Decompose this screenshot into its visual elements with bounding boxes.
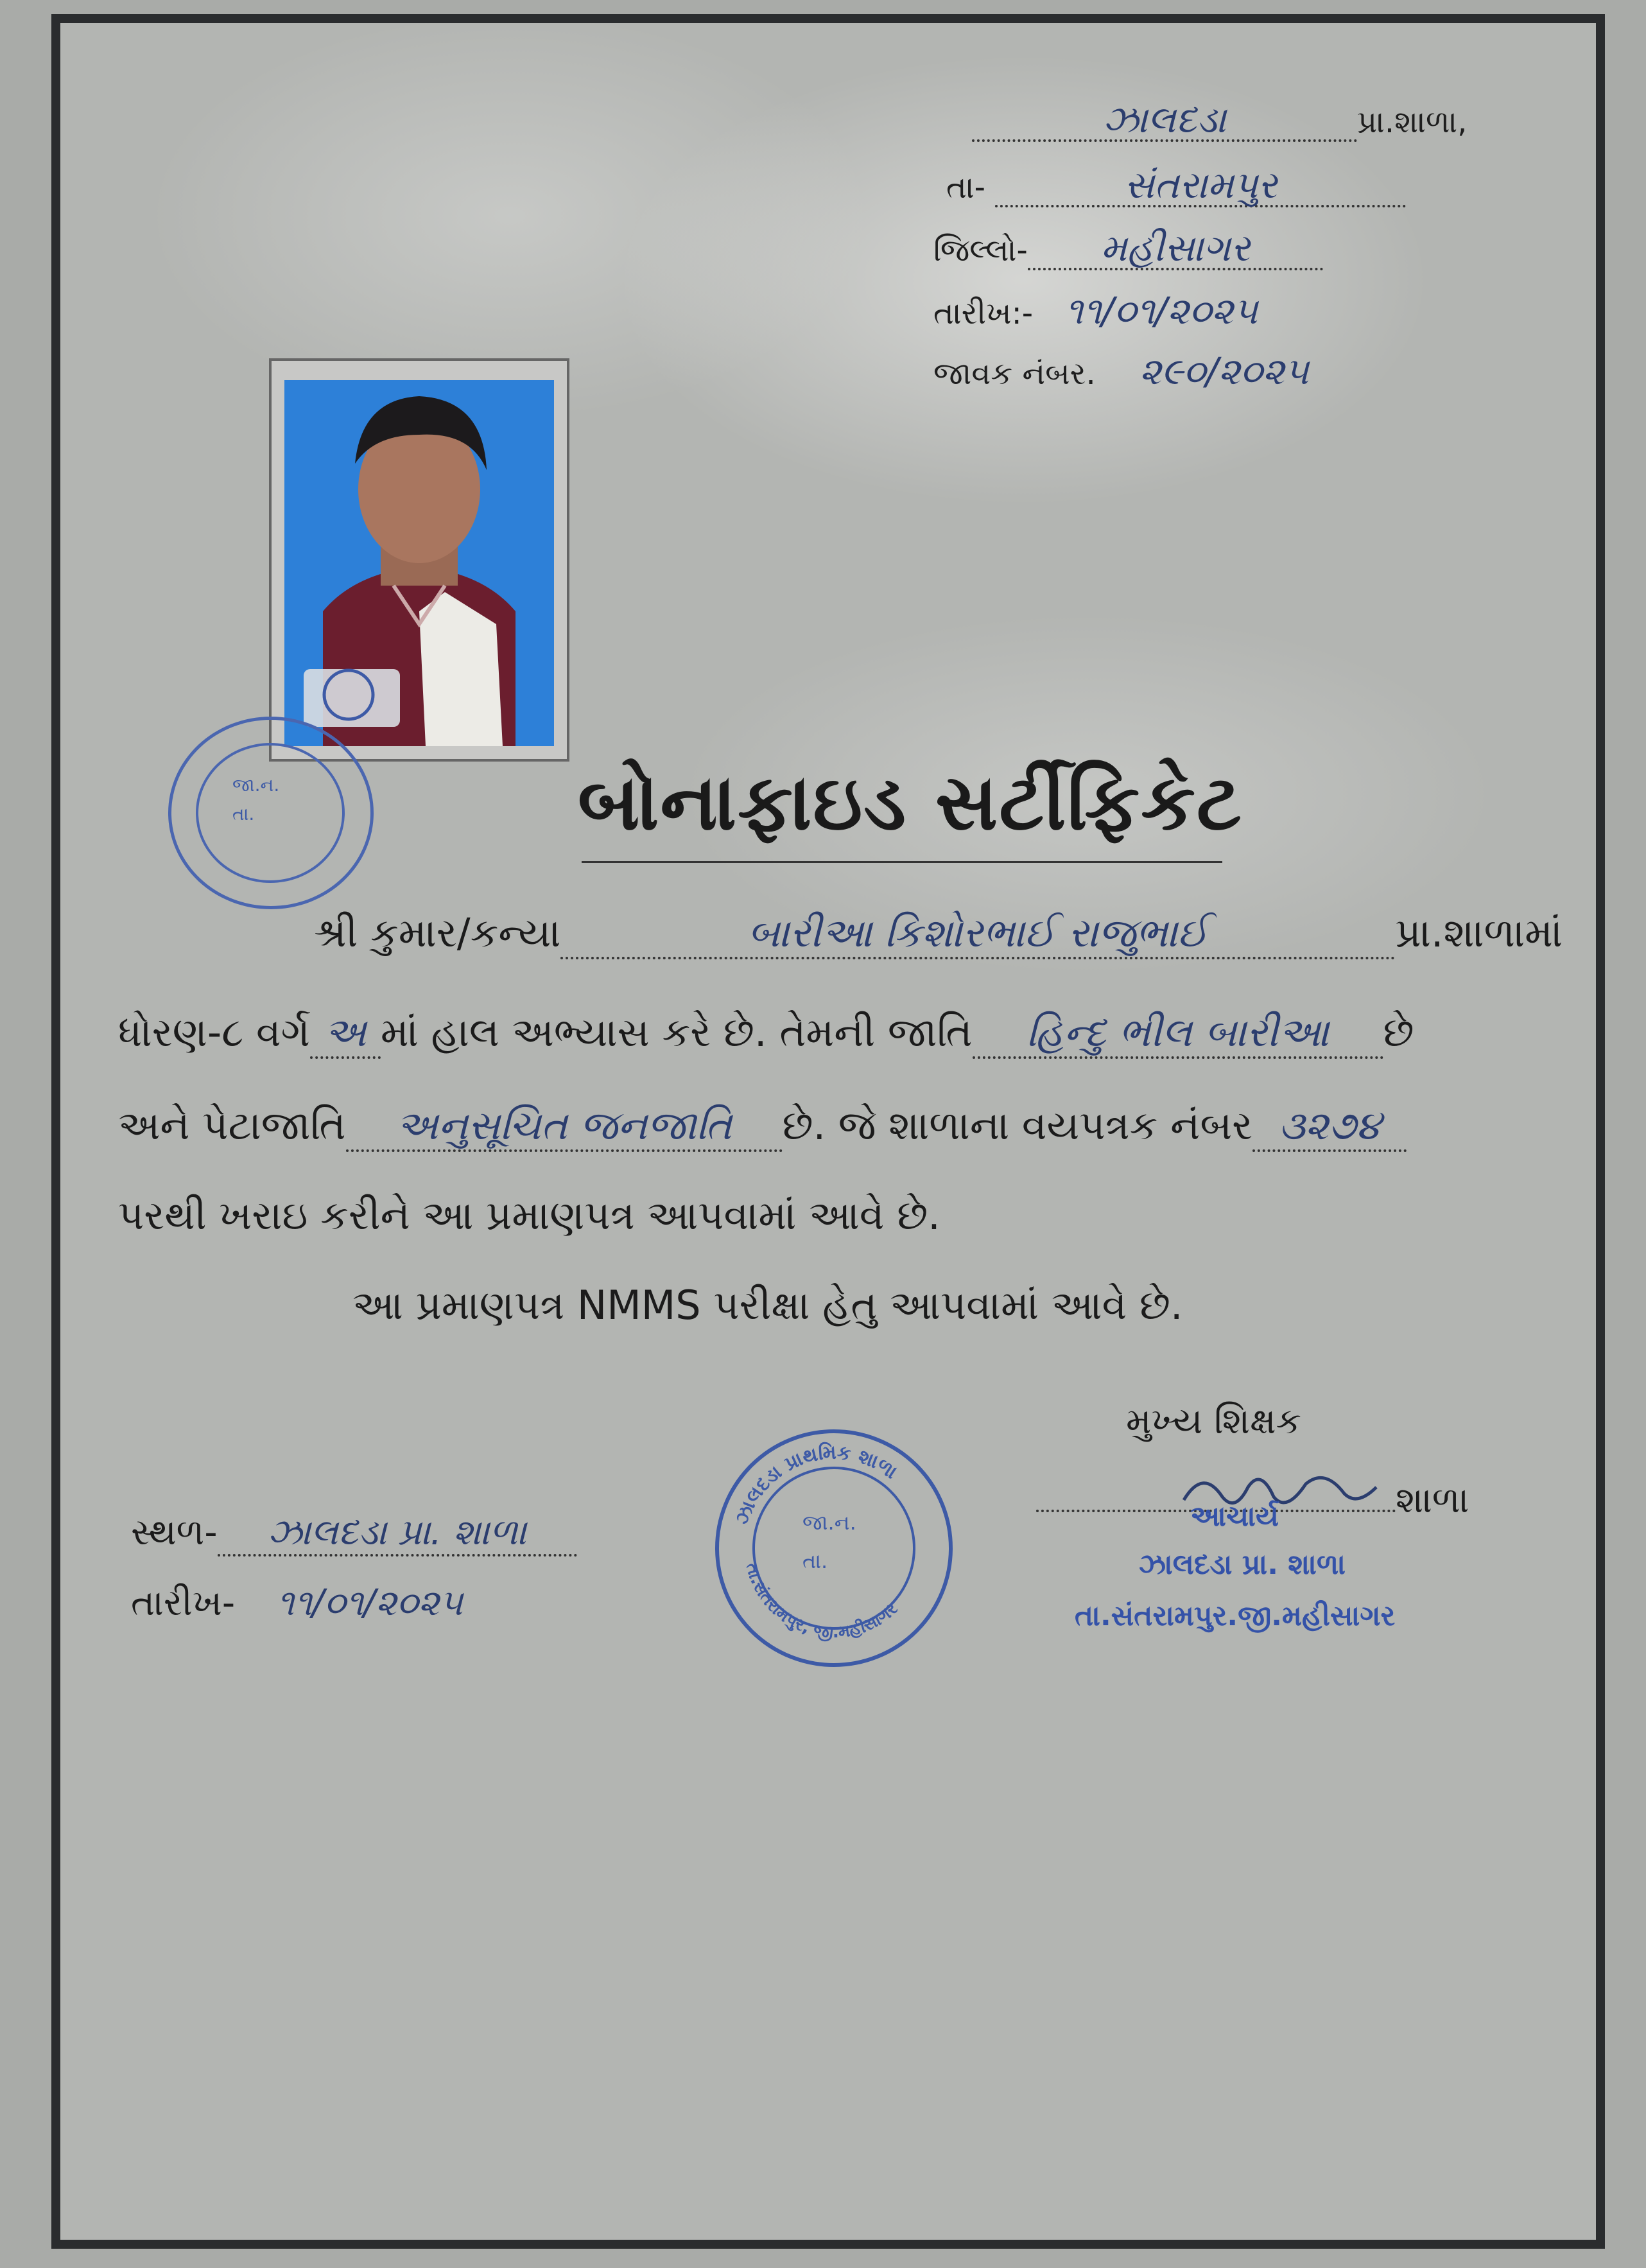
footer-place-value: ઝાલદડા પ્રા. શાળા <box>218 1512 577 1557</box>
stamp-school: ઝાલદડા પ્રા. શાળા <box>1139 1548 1346 1581</box>
header-school-suffix: પ્રા.શાળા, <box>1357 104 1468 140</box>
body-line-3 <box>118 1102 1407 1152</box>
stamp-title: આચાર્ય <box>1190 1500 1279 1533</box>
body-line3-prefix: અને પેટાજાતિ <box>118 1102 346 1149</box>
body-line1-prefix: શ્રી કુમાર/કન્યા <box>314 909 561 956</box>
footer-date-value: ૧૧/૦૧/૨૦૨૫ <box>277 1582 463 1624</box>
seal-ring-text-svg <box>719 1433 949 1663</box>
header-district-label: જિલ્લો- <box>933 232 1028 268</box>
school-round-seal <box>715 1429 953 1667</box>
header-date-value: ૧૧/૦૧/૨૦૨૫ <box>1064 289 1258 333</box>
subcaste-value: અનુસૂચિત જનજાતિ <box>346 1102 783 1152</box>
body-line2-prefix: ધોરણ-૮ વર્ગ <box>118 1009 310 1056</box>
body-line-4: પરથી ખરાઇ કરીને આ પ્રમાણપત્ર આપવામાં આવે છે. <box>118 1192 940 1239</box>
footer-place-line <box>131 1512 577 1557</box>
header-taluka-label: તા- <box>946 170 985 205</box>
seal-ring-text-bottom: તા.સંતરામપુર, જી.મહીસાગર <box>741 1560 902 1643</box>
photo-seal-inner <box>196 743 345 883</box>
student-name-value: બારીઆ કિશોરભાઈ રાજુભાઈ <box>560 909 1395 959</box>
footer-place-label: સ્થળ- <box>131 1512 218 1553</box>
photo-seal-center-line2: તા. <box>232 803 255 824</box>
photo-seal <box>168 717 374 909</box>
stamp-address: તા.સંતરામપુર.જી.મહીસાગર <box>1075 1600 1396 1632</box>
header-district-value: મહીસાગર <box>1028 229 1323 270</box>
footer-date-label: તારીખ- <box>131 1582 236 1624</box>
header-outward-label: જાવક નંબર. <box>933 356 1096 392</box>
header-date-label: તારીખ:- <box>933 295 1034 331</box>
signature-role: મુખ્ય શિક્ષક <box>1126 1400 1302 1442</box>
student-photo-image <box>284 380 554 746</box>
seal-center-line2: તા. <box>802 1549 828 1573</box>
certificate-title: બોનાફાઇડ સર્ટીફિકેટ <box>578 758 1243 848</box>
student-photo <box>284 380 554 746</box>
body-line-2 <box>118 1009 1414 1059</box>
class-value: અ <box>310 1009 381 1059</box>
photo-seal-center-line1: જા.ન. <box>232 774 280 796</box>
signature-school-suffix: શાળા <box>1396 1479 1469 1521</box>
header-school-line <box>972 100 1467 142</box>
body-line-1 <box>314 909 1563 959</box>
header-outward-value: ૨૯૦/૨૦૨૫ <box>1139 349 1309 393</box>
seal-center-line1: જા.ન. <box>802 1510 856 1535</box>
header-taluka-line <box>946 163 1406 207</box>
certificate-page <box>51 14 1605 2249</box>
body-line1-suffix: પ્રા.શાળામાં <box>1395 909 1563 956</box>
body-line2-suffix: છે <box>1383 1009 1414 1056</box>
header-taluka-value: સંતરામપુર <box>995 166 1406 207</box>
caste-value: હિન્દુ ભીલ બારીઆ <box>973 1009 1383 1059</box>
footer-date-line <box>131 1582 505 1625</box>
header-school-value: ઝાલદડા <box>972 100 1357 142</box>
header-date-line <box>933 289 1290 333</box>
register-number-value: ૩૨૭૪ <box>1252 1102 1407 1152</box>
body-line2-middle: માં હાલ અભ્યાસ કરે છે. તેમની જાતિ <box>380 1009 973 1056</box>
body-line-5: આ પ્રમાણપત્ર NMMS પરીક્ષા હેતુ આપવામાં આવે છે. <box>352 1282 1183 1329</box>
header-district-line <box>933 226 1323 270</box>
student-photo-frame <box>269 358 569 762</box>
body-line3-middle: છે. જે શાળાના વયપત્રક નંબર <box>782 1102 1253 1149</box>
seal-ring-text-top: ઝાલદડા પ્રાથમિક શાળા <box>731 1441 901 1528</box>
title-underline <box>582 861 1222 863</box>
header-outward-line <box>933 349 1353 393</box>
